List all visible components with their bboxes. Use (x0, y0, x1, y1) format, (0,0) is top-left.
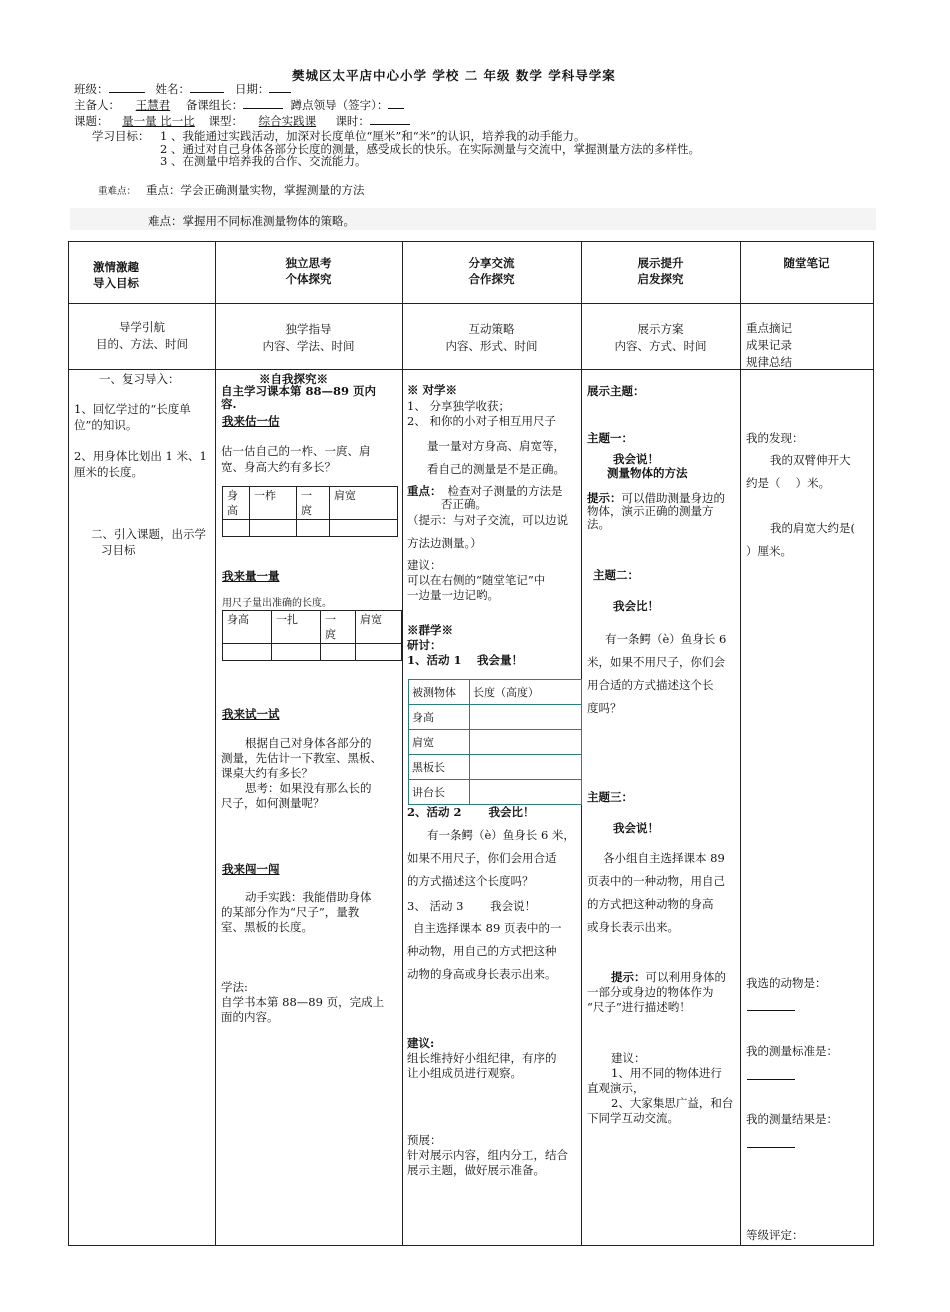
act1-row-label: 身高 (409, 705, 470, 730)
act1-row-label: 肩宽 (409, 730, 470, 755)
col5-subheader: 重点摘记 成果记录 规律总结 (746, 321, 792, 369)
col4-advice: 建议： 1、用不同的物体进行 直观演示， 2、大家集思广益，和台 下同学互动交流。 (587, 1051, 734, 1125)
activity2-title: 2、活动 2 我会比！ (407, 805, 535, 819)
measure-cell[interactable] (223, 644, 272, 661)
estimate-col-height: 身 高 (223, 487, 250, 520)
date-label: 日期： (234, 82, 270, 96)
theme1-label: 主题一： (587, 431, 633, 445)
act1-row-label: 黑板长 (409, 755, 470, 780)
measure-title: 我来量一量 (222, 569, 280, 583)
pair-study-1: 1、 分享独学收获； (407, 399, 510, 413)
activity3-text: 自主选择课本 89 页表中的一 种动物，用自己的方式把这种 动物的身高或身长表示出来。 (407, 921, 562, 981)
theme1-hint: 提示：可以借助测量身边的 物体，演示正确的测量方 法。 (587, 491, 725, 531)
review-q1: 1、回忆学过的“长度单 位”的知识。 (74, 402, 191, 432)
result-label: 我的测量结果是： (746, 1112, 838, 1126)
self-explore-heading: ※自我探究※ (259, 372, 328, 386)
theme3-text: 各小组自主选择课本 89 页表中的一种动物，用自己 的方式把这种动物的身高 或身长表示出来。 (587, 851, 725, 934)
goal-2: 2 、通过对自己身体各部分长度的测量，感受成长的快乐。在实际测量与交流中，掌握测量方法的多样性。 (160, 142, 700, 156)
col-divider-4 (740, 242, 741, 1245)
estimate-cell[interactable] (223, 520, 250, 537)
estimate-col-shoulder: 肩宽 (330, 487, 398, 520)
class-label: 班级： (74, 82, 109, 96)
leader-blank[interactable] (388, 97, 404, 109)
discover-label: 我的发现： (746, 431, 804, 445)
animal-blank[interactable] (747, 1010, 795, 1011)
preparer-label: 主备人： (74, 98, 120, 112)
theme1-title: 我会说！ 测量物体的方法 (607, 452, 688, 480)
hours-label: 课时： (335, 114, 370, 128)
act1-row-label: 讲台长 (409, 780, 470, 805)
measure-cell[interactable] (272, 644, 321, 661)
estimate-table (222, 486, 398, 537)
estimate-cell[interactable] (330, 520, 398, 537)
pair-study-title: ※ 对学※ (407, 383, 458, 397)
col4-header: 展示提升 启发探究 (637, 256, 684, 286)
class-blank[interactable] (109, 81, 145, 93)
name-blank[interactable] (190, 81, 224, 93)
measure-col-tuo: 一 庹 (321, 611, 356, 644)
col4-subheader: 展示方案 内容、方式、时间 (614, 322, 707, 353)
name-label: 姓名： (155, 82, 190, 96)
theme2-text: 有一条鳄（è）鱼身长 6 米，如果不用尺子，你们会 用合适的方式描述这个长 度吗？ (587, 632, 727, 715)
intro-heading: 二、引入课题，出示学 习目标 (91, 527, 206, 557)
activity3-title: 3、 活动 3 我会说！ (407, 899, 537, 913)
estimate-title: 我来估一估 (222, 414, 280, 428)
review-q2: 2、用身体比划出 1 米、1 厘米的长度。 (74, 449, 207, 479)
col3-subheader: 互动策略 内容、形式、时间 (445, 322, 538, 353)
activity1-table (408, 679, 582, 805)
activity2-text: 有一条鳄（è）鱼身长 6 米， 如果不用尺子，你们会用合适 的方式描述这个长度吗？ (407, 828, 575, 888)
explore-title: 我来闯一闯 (222, 862, 280, 876)
topic-label: 课题： (74, 114, 109, 128)
practice-text: 动手实践：我能借助身体 的某部分作为“尺子”，量教 室、黑板的长度。 (221, 890, 372, 934)
measure-col-height: 身高 (223, 611, 272, 644)
info-line-1 (74, 81, 291, 97)
key-point: 重点：学会正确测量实物，掌握测量的方法 (146, 183, 365, 197)
estimate-text: 估一估自己的一柞、一庹、肩 宽、身高大约有多长？ (221, 444, 371, 474)
group-study-title: ※群学※ 研讨： 1、活动 1 我会量！ (407, 623, 524, 667)
keypoints-small-label: 重难点： (98, 186, 137, 197)
show-theme-heading: 展示主题： (587, 384, 645, 398)
arm-span-note: 我的双臂伸开大 约是（ ）米。 (746, 453, 851, 490)
col-divider-2 (402, 242, 403, 1245)
theme3-label: 主题三： (587, 790, 633, 804)
review-heading: 一、复习导入： (99, 372, 180, 386)
measure-table (222, 610, 402, 661)
estimate-col-zha: 一柞 (250, 487, 297, 520)
act1-head-object: 被测物体 (409, 680, 470, 705)
col3-header: 分享交流 合作探究 (468, 256, 515, 286)
measure-cell[interactable] (321, 644, 356, 661)
preparer-value: 王慧君 (135, 98, 171, 112)
pair-tip: （提示：与对子交流，可以边说 方法边测量。） (407, 513, 568, 550)
pair-suggest: 建议： 可以在右侧的“随堂笔记”中 一边量一边记哟。 (407, 558, 546, 602)
result-blank[interactable] (747, 1147, 795, 1148)
lesson-table (68, 241, 874, 1246)
row-divider-1 (69, 303, 873, 304)
theme3-title: 我会说！ (613, 821, 659, 835)
col3-advice: 建议: 组长维持好小组纪律，有序的 让小组成员进行观察。 (407, 1036, 557, 1080)
estimate-col-tuo: 一 庹 (297, 487, 330, 520)
standard-blank[interactable] (747, 1079, 795, 1080)
measure-cell[interactable] (356, 644, 402, 661)
type-label: 课型： (208, 114, 243, 128)
estimate-cell[interactable] (297, 520, 330, 537)
col3-preview: 预展： 针对展示内容，组内分工，结合 展示主题，做好展示准备。 (407, 1133, 568, 1177)
col5-header: 随堂笔记 (783, 256, 830, 270)
act1-head-length: 长度（高度） (470, 680, 582, 705)
grade-label: 等级评定： (746, 1228, 804, 1242)
page-title: 樊城区太平店中心小学 学校 二 年级 数学 学科导学案 (292, 68, 616, 83)
col2-header: 独立思考 个体探究 (285, 256, 332, 286)
act1-cell[interactable] (470, 730, 582, 755)
estimate-cell[interactable] (250, 520, 297, 537)
col2-subheader: 独学指导 内容、学法、时间 (262, 322, 355, 353)
standard-label: 我的测量标准是： (746, 1044, 838, 1058)
difficult-point: 难点：掌握用不同标准测量物体的策略。 (148, 214, 355, 228)
self-study-text: 自主学习课本第 88—89 页内 容. (221, 384, 377, 411)
focus-text: 重点： 检查对子测量的方法是 否正确。 (407, 484, 563, 511)
date-blank[interactable] (269, 81, 291, 93)
animal-label: 我选的动物是： (746, 976, 827, 990)
hours-blank[interactable] (370, 113, 410, 125)
pair-study-2-cont: 量一量对方身高、肩宽等， 看自己的测量是不是正确。 (427, 439, 565, 476)
group-leader-label: 备课组长： (185, 98, 244, 112)
measure-desc: 用尺子量出准确的长度。 (222, 598, 332, 609)
try-text: 根据自己对身体各部分的 测量，先估计一下教室、黑板、 课桌大约有多长？ 思考：如果没有那么长的 尺子，如何测量呢？ (221, 736, 382, 810)
theme2-title: 我会比！ (613, 599, 659, 613)
pair-study-2: 2、 和你的小对子相互用尺子 (407, 414, 556, 428)
theme3-hint: 提示：可以利用身体的 一部分或身边的物体作为 “尺子”进行描述哟！ (587, 970, 726, 1014)
act1-cell[interactable] (470, 705, 582, 730)
measure-col-zha: 一扎 (272, 611, 321, 644)
try-title: 我来试一试 (222, 707, 280, 721)
col-divider-1 (215, 242, 216, 1245)
goal-3: 3 、在测量中培养我的合作、交流能力。 (160, 154, 367, 168)
goal-1: 1 、我能通过实践活动，加深对长度单位“厘米”和“米”的认识，培养我的动手能力。 (160, 129, 586, 143)
leader-label: 蹲点领导（签字）： (290, 98, 389, 112)
measure-col-shoulder: 肩宽 (356, 611, 402, 644)
goals-label: 学习目标： (92, 129, 150, 143)
act1-cell[interactable] (470, 780, 582, 805)
topic-value: 量一量 比一比 (122, 114, 195, 128)
info-line-2 (74, 97, 404, 113)
col1-subheader: 导学引航 目的、方法、时间 (96, 320, 188, 351)
type-value: 综合实践课 (258, 114, 317, 128)
shoulder-note: 我的肩宽大约是( ）厘米。 (746, 521, 855, 558)
theme2-label: 主题二： (593, 568, 639, 582)
act1-cell[interactable] (470, 755, 582, 780)
group-leader-blank[interactable] (243, 97, 283, 109)
method-text: 学法: 自学书本第 88—89 页，完成上 面的内容。 (221, 980, 385, 1024)
col1-header: 激情激趣 导入目标 (93, 260, 139, 290)
info-line-3 (74, 113, 410, 129)
